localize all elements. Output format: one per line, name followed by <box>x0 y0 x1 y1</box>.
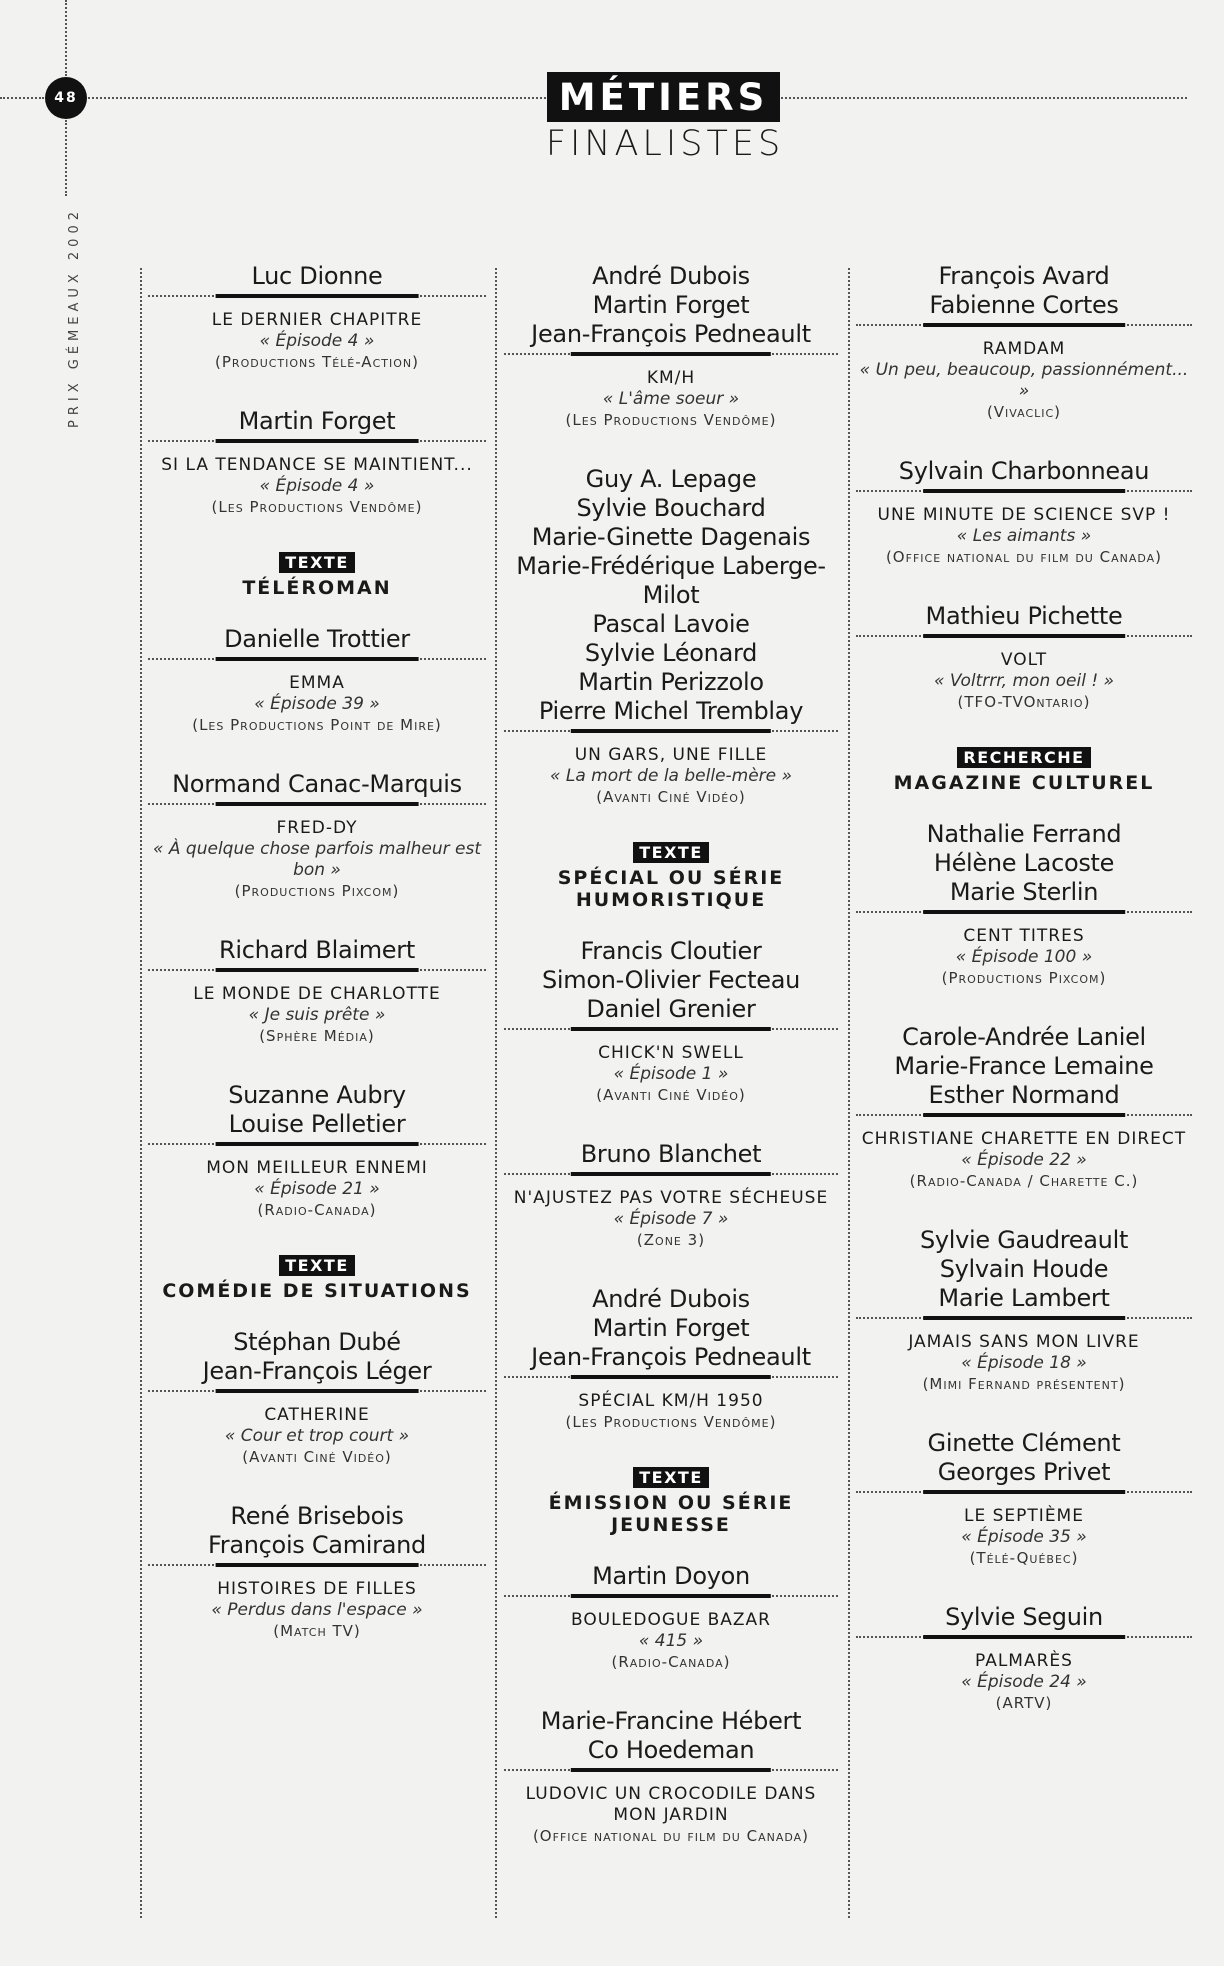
finalist-names <box>148 936 486 965</box>
finalist-names <box>504 1707 838 1765</box>
producer: (Office national du film du Canada) <box>885 548 1163 566</box>
category-title: ÉMISSION OU SÉRIE JEUNESSE <box>548 1492 794 1536</box>
show-title: CHRISTIANE CHARETTE EN DIRECT <box>861 1129 1187 1149</box>
finalist-name: Hélène Lacoste <box>933 849 1115 877</box>
entry-separator <box>856 910 1192 914</box>
finalist-name: Stéphan Dubé <box>233 1328 401 1356</box>
finalist-name: Jean-François Pedneault <box>531 1343 811 1371</box>
finalist-name: François Avard <box>938 262 1110 290</box>
finalist-entry <box>856 820 1192 989</box>
finalist-names <box>856 1429 1192 1487</box>
side-label: PRIX GÉMEAUX 2002 <box>67 207 82 428</box>
column-divider-3 <box>848 268 850 1918</box>
category-heading <box>504 1467 838 1536</box>
finalist-name: André Dubois <box>592 262 750 290</box>
entry-separator <box>504 1027 838 1031</box>
producer: (Zone 3) <box>636 1231 706 1249</box>
left-margin-rule <box>65 0 67 76</box>
episode-title: « Épisode 21 » <box>254 1179 380 1199</box>
show-title: MON MEILLEUR ENNEMI <box>206 1158 428 1178</box>
finalist-name: Jean-François Léger <box>202 1357 432 1385</box>
finalist-entry <box>148 625 486 736</box>
episode-title: « Épisode 4 » <box>259 331 375 351</box>
show-title: LE MONDE DE CHARLOTTE <box>193 984 441 1004</box>
column-1 <box>148 262 486 1676</box>
finalist-entry <box>148 770 486 902</box>
category-tag: TEXTE <box>279 1255 355 1276</box>
finalist-name: Sylvie Seguin <box>945 1603 1103 1631</box>
finalist-names <box>856 1603 1192 1632</box>
finalist-entry <box>148 262 486 373</box>
finalist-names <box>856 457 1192 486</box>
header-rule-right <box>781 97 1187 99</box>
show-title: KM/H <box>646 368 696 388</box>
show-title: LE SEPTIÈME <box>964 1506 1084 1526</box>
show-title: UN GARS, UNE FILLE <box>574 745 768 765</box>
show-title: SI LA TENDANCE SE MAINTIENT... <box>161 455 473 475</box>
finalist-names <box>856 820 1192 907</box>
episode-title: « L'âme soeur » <box>602 389 740 409</box>
show-title: LE DERNIER CHAPITRE <box>211 310 423 330</box>
show-title: EMMA <box>289 673 345 693</box>
episode-title: « Épisode 22 » <box>961 1150 1087 1170</box>
entry-separator <box>856 1316 1192 1320</box>
show-title: CATHERINE <box>264 1405 370 1425</box>
episode-title: « Les aimants » <box>956 526 1092 546</box>
finalist-name: François Camirand <box>208 1531 426 1559</box>
finalist-name: Esther Normand <box>928 1081 1120 1109</box>
page-number-badge: 48 <box>45 77 87 119</box>
category-title: SPÉCIAL OU SÉRIE HUMORISTIQUE <box>557 867 785 911</box>
show-title: HISTOIRES DE FILLES <box>217 1579 417 1599</box>
finalist-names <box>504 262 838 349</box>
category-title: MAGAZINE CULTUREL <box>893 772 1155 794</box>
page-subtitle: FINALISTES <box>545 124 785 164</box>
entry-separator <box>148 657 486 661</box>
finalist-name: Sylvie Bouchard <box>576 494 766 522</box>
finalist-name: André Dubois <box>592 1285 750 1313</box>
entry-separator <box>504 1375 838 1379</box>
finalist-name: Marie-Ginette Dagenais <box>531 523 811 551</box>
finalist-names <box>148 262 486 291</box>
finalist-entry <box>504 1285 838 1433</box>
show-title: RAMDAM <box>982 339 1066 359</box>
finalist-entry <box>504 1562 838 1673</box>
finalist-names <box>148 1328 486 1386</box>
finalist-name: Sylvain Houde <box>939 1255 1109 1283</box>
producer: (Vivaclic) <box>986 403 1062 421</box>
producer: (Les Productions Point de Mire) <box>192 716 442 734</box>
finalist-names <box>856 1226 1192 1313</box>
finalist-names <box>148 1081 486 1139</box>
producer: (Productions Pixcom) <box>234 882 400 900</box>
producer: (Avanti Ciné Vidéo) <box>596 788 746 806</box>
finalist-name: Martin Perizzolo <box>578 668 764 696</box>
finalist-name: Nathalie Ferrand <box>926 820 1122 848</box>
episode-title: « Un peu, beaucoup, passionnément... » <box>859 360 1189 401</box>
episode-title: « Épisode 1 » <box>613 1064 729 1084</box>
finalist-name: Marie-Frédérique Laberge-Milot <box>516 552 826 609</box>
finalist-entry <box>504 465 838 808</box>
finalist-names <box>148 407 486 436</box>
episode-title: « 415 » <box>638 1631 704 1651</box>
left-margin-rule-lower <box>65 120 67 196</box>
category-tag: RECHERCHE <box>957 747 1090 768</box>
finalist-name: Richard Blaimert <box>219 936 415 964</box>
finalist-name: Danielle Trottier <box>224 625 410 653</box>
finalist-name: Normand Canac-Marquis <box>172 770 462 798</box>
finalist-name: Bruno Blanchet <box>580 1140 762 1168</box>
producer: (ARTV) <box>995 1694 1053 1712</box>
finalist-name: Martin Forget <box>592 1314 750 1342</box>
show-title: PALMARÈS <box>975 1651 1073 1671</box>
finalist-names <box>148 770 486 799</box>
finalist-name: Georges Privet <box>937 1458 1111 1486</box>
finalist-entry <box>856 1226 1192 1395</box>
finalist-name: Marie-France Lemaine <box>894 1052 1154 1080</box>
finalist-entry <box>856 1429 1192 1569</box>
entry-separator <box>148 1389 486 1393</box>
finalist-name: Francis Cloutier <box>580 937 762 965</box>
episode-title: « Épisode 18 » <box>961 1353 1087 1373</box>
producer: (Productions Pixcom) <box>941 969 1107 987</box>
header-rule-left <box>0 97 44 99</box>
producer: (Productions Télé-Action) <box>215 353 419 371</box>
finalist-entry <box>856 1023 1192 1192</box>
finalist-names <box>504 937 838 1024</box>
finalist-names <box>504 1140 838 1169</box>
entry-separator <box>148 439 486 443</box>
header-rule-middle <box>88 97 546 99</box>
entry-separator <box>148 1142 486 1146</box>
finalist-name: Sylvie Gaudreault <box>919 1226 1129 1254</box>
finalist-entry <box>148 407 486 518</box>
episode-title: « Épisode 24 » <box>961 1672 1087 1692</box>
finalist-name: Sylvie Léonard <box>584 639 758 667</box>
show-title: JAMAIS SANS MON LIVRE <box>908 1332 1140 1352</box>
finalist-entry <box>856 457 1192 568</box>
finalist-entry <box>504 1707 838 1847</box>
entry-separator <box>504 1768 838 1772</box>
episode-title: « Épisode 39 » <box>254 694 380 714</box>
category-heading <box>148 1255 486 1302</box>
show-title: BOULEDOGUE BAZAR <box>570 1610 771 1630</box>
episode-title: « Cour et trop court » <box>224 1426 410 1446</box>
episode-title: « La mort de la belle-mère » <box>549 766 793 786</box>
producer: (Avanti Ciné Vidéo) <box>242 1448 392 1466</box>
episode-title: « Épisode 35 » <box>961 1527 1087 1547</box>
show-title: FRED-DY <box>276 818 358 838</box>
finalist-entry <box>148 1502 486 1642</box>
entry-separator <box>504 729 838 733</box>
finalist-entry <box>504 262 838 431</box>
entry-separator <box>148 1563 486 1567</box>
category-tag: TEXTE <box>633 1467 709 1488</box>
episode-title: « Je suis prête » <box>248 1005 386 1025</box>
finalist-names <box>148 1502 486 1560</box>
finalist-entry <box>148 936 486 1047</box>
episode-title: « Épisode 100 » <box>955 947 1093 967</box>
finalist-entry <box>856 262 1192 423</box>
finalist-entry <box>504 1140 838 1251</box>
finalist-name: Mathieu Pichette <box>925 602 1123 630</box>
producer: (Télé-Québec) <box>969 1549 1079 1567</box>
producer: (Avanti Ciné Vidéo) <box>596 1086 746 1104</box>
finalist-name: Marie Lambert <box>938 1284 1110 1312</box>
show-title: CHICK'N SWELL <box>598 1043 744 1063</box>
finalist-names <box>856 262 1192 320</box>
episode-title: « À quelque chose parfois malheur est bon » <box>153 839 481 880</box>
finalist-name: Marie-Francine Hébert <box>540 1707 802 1735</box>
finalist-name: Jean-François Pedneault <box>531 320 811 348</box>
finalist-entry <box>856 1603 1192 1714</box>
category-heading <box>504 842 838 911</box>
episode-title: « Épisode 4 » <box>259 476 375 496</box>
column-3 <box>856 262 1192 1748</box>
finalist-entry <box>856 602 1192 713</box>
category-heading <box>148 552 486 599</box>
entry-separator <box>856 1490 1192 1494</box>
finalist-names <box>504 1562 838 1591</box>
finalist-name: Martin Forget <box>592 291 750 319</box>
finalist-name: Carole-Andrée Laniel <box>902 1023 1146 1051</box>
finalist-name: Louise Pelletier <box>228 1110 406 1138</box>
finalist-names <box>856 1023 1192 1110</box>
entry-separator <box>148 294 486 298</box>
producer: (Mimi Fernand présentent) <box>922 1375 1126 1393</box>
entry-separator <box>148 802 486 806</box>
finalist-name: Martin Forget <box>238 407 396 435</box>
entry-separator <box>856 489 1192 493</box>
producer: (Radio-Canada) <box>257 1201 377 1219</box>
producer: (Sphère Média) <box>259 1027 375 1045</box>
entry-separator <box>856 323 1192 327</box>
show-title: VOLT <box>1000 650 1048 670</box>
category-title: COMÉDIE DE SITUATIONS <box>162 1280 472 1302</box>
entry-separator <box>856 634 1192 638</box>
entry-separator <box>148 968 486 972</box>
finalist-name: Pierre Michel Tremblay <box>538 697 804 725</box>
finalist-name: Fabienne Cortes <box>929 291 1119 319</box>
entry-separator <box>856 1113 1192 1117</box>
finalist-name: Daniel Grenier <box>586 995 756 1023</box>
show-title: SPÉCIAL KM/H 1950 <box>578 1391 764 1411</box>
entry-separator <box>504 1594 838 1598</box>
finalist-entry <box>148 1081 486 1221</box>
finalist-names <box>504 1285 838 1372</box>
finalist-names <box>148 625 486 654</box>
finalist-name: Co Hoedeman <box>587 1736 755 1764</box>
show-title: N'AJUSTEZ PAS VOTRE SÉCHEUSE <box>513 1188 829 1208</box>
producer: (Office national du film du Canada) <box>532 1827 810 1845</box>
finalist-names <box>856 602 1192 631</box>
show-title: CENT TITRES <box>963 926 1085 946</box>
finalist-names <box>504 465 838 726</box>
producer: (Les Productions Vendôme) <box>565 1413 777 1431</box>
entry-separator <box>504 1172 838 1176</box>
category-tag: TEXTE <box>633 842 709 863</box>
finalist-entry <box>504 937 838 1106</box>
column-2 <box>504 262 838 1881</box>
finalist-name: Luc Dionne <box>251 262 383 290</box>
producer: (Radio-Canada) <box>611 1653 731 1671</box>
show-title: UNE MINUTE DE SCIENCE SVP ! <box>877 505 1171 525</box>
finalist-name: René Brisebois <box>230 1502 404 1530</box>
producer: (Match TV) <box>273 1622 361 1640</box>
episode-title: « Épisode 7 » <box>613 1209 729 1229</box>
page-title: MÉTIERS <box>547 72 780 122</box>
producer: (Les Productions Vendôme) <box>211 498 423 516</box>
column-divider-2 <box>495 268 497 1918</box>
finalist-name: Simon-Olivier Fecteau <box>541 966 801 994</box>
category-title: TÉLÉROMAN <box>242 577 392 599</box>
producer: (Radio-Canada / Charette C.) <box>909 1172 1139 1190</box>
entry-separator <box>504 352 838 356</box>
producer: (TFO-TVOntario) <box>957 693 1091 711</box>
column-divider-1 <box>140 268 142 1918</box>
finalist-entry <box>148 1328 486 1468</box>
episode-title: « Voltrrr, mon oeil ! » <box>933 671 1115 691</box>
finalist-name: Pascal Lavoie <box>592 610 750 638</box>
producer: (Les Productions Vendôme) <box>565 411 777 429</box>
episode-title: « Perdus dans l'espace » <box>211 1600 423 1620</box>
category-tag: TEXTE <box>279 552 355 573</box>
finalist-name: Marie Sterlin <box>949 878 1099 906</box>
finalist-name: Sylvain Charbonneau <box>898 457 1150 485</box>
finalist-name: Martin Doyon <box>592 1562 750 1590</box>
show-title: LUDOVIC UN CROCODILE DANS MON JARDIN <box>525 1784 817 1825</box>
finalist-name: Suzanne Aubry <box>228 1081 406 1109</box>
entry-separator <box>856 1635 1192 1639</box>
finalist-name: Guy A. Lepage <box>585 465 757 493</box>
category-heading <box>856 747 1192 794</box>
finalist-name: Ginette Clément <box>927 1429 1121 1457</box>
